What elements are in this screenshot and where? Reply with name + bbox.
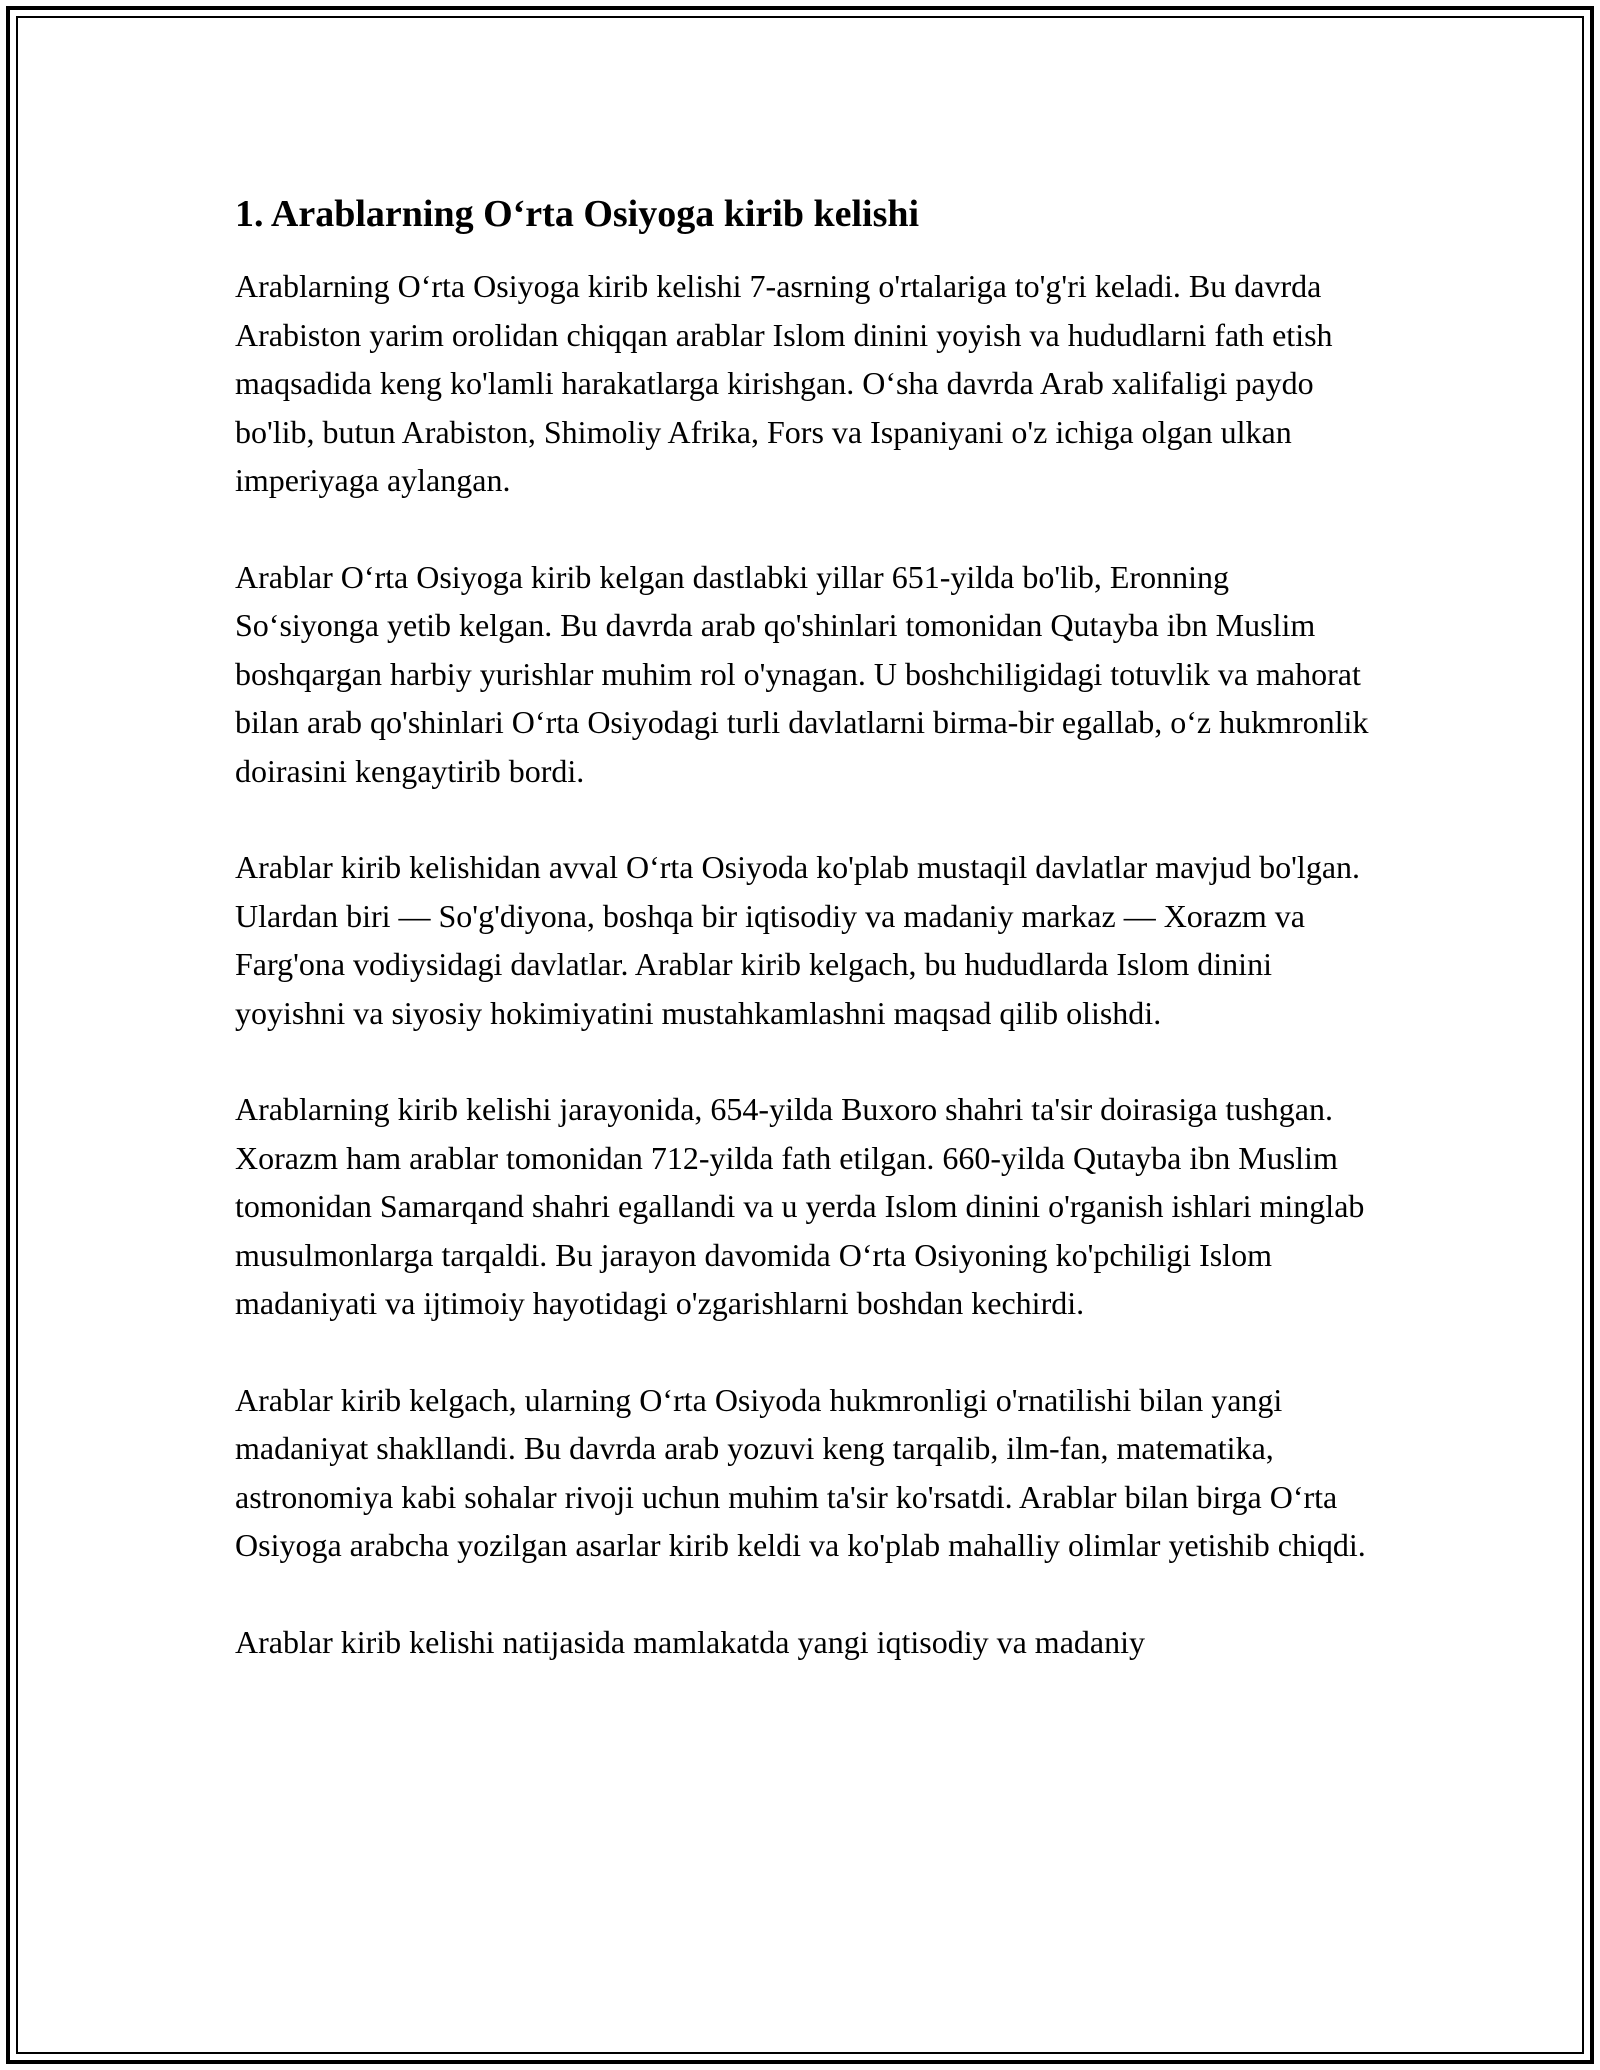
paragraph-4: Arablarning kirib kelishi jarayonida, 654-yilda Buxoro shahri ta'sir doirasiga tushgan. Xorazm ham arablar tomonidan 712-yilda fath etilgan. 660-yilda Qutayba ibn Muslim tomonidan Samarqand shahri egallandi va u yerda Islom dinini o'rganish ishlari minglab musulmonlarga tarqaldi. Bu jarayon davomida O‘rta Osiyoning ko'pchiligi Islom madaniyati va ijtimoiy hayotidagi o'zgarishlarni boshdan kechirdi. <box>235 1091 1365 1321</box>
paragraph-6: Arablar kirib kelishi natijasida mamlakatda yangi iqtisodiy va madaniy <box>235 1623 1145 1660</box>
document-body <box>235 188 1370 1714</box>
paragraph-5: Arablar kirib kelgach, ularning O‘rta Osiyoda hukmronligi o'rnatilishi bilan yangi madaniyat shakllandi. Bu davrda arab yozuvi keng tarqalib, ilm-fan, matematika, astronomiya kabi sohalar rivoji uchun muhim ta'sir ko'rsatdi. Arablar bilan birga O‘rta Osiyoga arabcha yozilgan asarlar kirib keldi va ko'plab mahalliy olimlar yetishib chiqdi. <box>235 1381 1366 1563</box>
paragraph-2: Arablar O‘rta Osiyoga kirib kelgan dastlabki yillar 651-yilda bo'lib, Eronning So‘siyonga yetib kelgan. Bu davrda arab qo'shinlari tomonidan Qutayba ibn Muslim boshqargan harbiy yurishlar muhim rol o'ynagan. U boshchiligidagi totuvlik va mahorat bilan arab qo'shinlari O‘rta Osiyodagi turli davlatlarni birma-bir egallab, o‘z hukmronlik doirasini kengaytirib bordi. <box>235 558 1369 789</box>
section-heading: 1. Arablarning O‘rta Osiyoga kirib kelishi <box>235 193 920 235</box>
paragraph-1: Arablarning O‘rta Osiyoga kirib kelishi 7-asrning o'rtalariga to'g'ri keladi. Bu davrda Arabiston yarim orolidan chiqqan arablar Islom dinini yoyish va hududlarni fath etish maqsadida keng ko'lamli harakatlarga kirishgan. O‘sha davrda Arab xalifaligi paydo bo'lib, butun Arabiston, Shimoliy Afrika, Fors va Ispaniyani o'z ichiga olgan ulkan imperiyaga aylangan. <box>235 268 1333 498</box>
paragraph-3: Arablar kirib kelishidan avval O‘rta Osiyoda ko'plab mustaqil davlatlar mavjud bo'lgan. Ulardan biri — So'g'diyona, boshqa bir iqtisodiy va madaniy markaz — Xorazm va Farg'ona vodiysidagi davlatlar. Arablar kirib kelgach, bu hududlarda Islom dinini yoyishni va siyosiy hokimiyatini mustahkamlashni maqsad qilib olishdi. <box>235 849 1361 1031</box>
